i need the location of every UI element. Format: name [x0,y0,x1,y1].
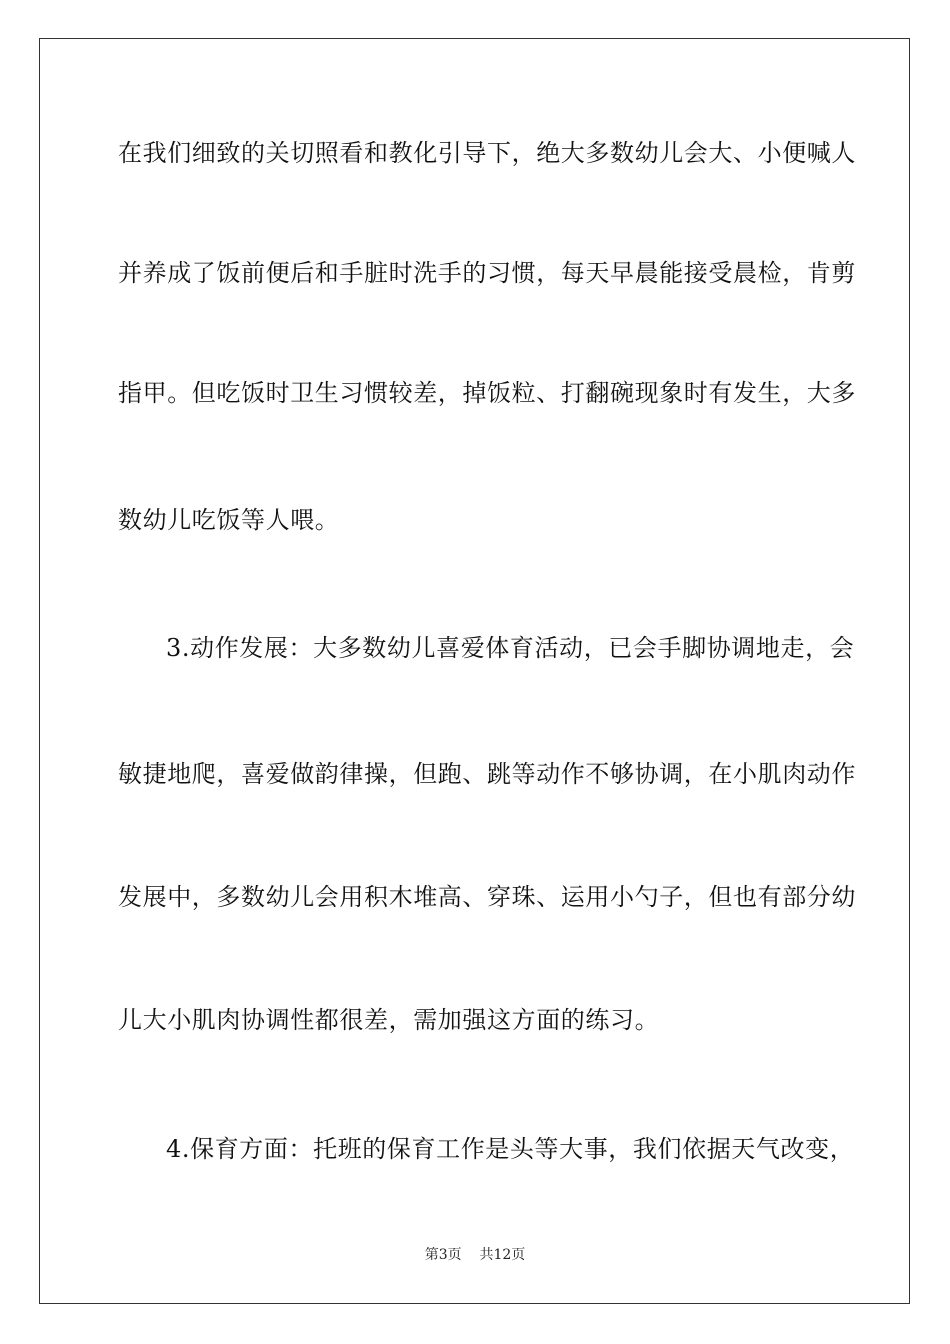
page-footer [0,1246,950,1264]
page-total: 共12页 [479,1247,526,1263]
page-number: 第3页 [424,1247,462,1263]
paragraph-line-3: 指甲。但吃饭时卫生习惯较差，掉饭粒、打翻碗现象时有发生，大多 [118,379,856,407]
page-border [39,38,910,1304]
section-3-line-3: 发展中，多数幼儿会用积木堆高、穿珠、运用小勺子，但也有部分幼 [118,883,856,911]
paragraph-line-4: 数幼儿吃饭等人喂。 [118,506,340,534]
paragraph-line-2: 并养成了饭前便后和手脏时洗手的习惯，每天早晨能接受晨检，肯剪 [118,259,856,287]
section-3-line-1: 3.动作发展：大多数幼儿喜爱体育活动，已会手脚协调地走，会 [166,634,855,662]
section-4-line-1: 4.保育方面：托班的保育工作是头等大事，我们依据天气改变， [166,1135,855,1163]
section-3-line-2: 敏捷地爬，喜爱做韵律操，但跑、跳等动作不够协调，在小肌肉动作 [118,760,856,788]
paragraph-line-1: 在我们细致的关切照看和教化引导下，绝大多数幼儿会大、小便喊人 [118,139,856,167]
section-3-line-4: 儿大小肌肉协调性都很差，需加强这方面的练习。 [118,1006,660,1034]
